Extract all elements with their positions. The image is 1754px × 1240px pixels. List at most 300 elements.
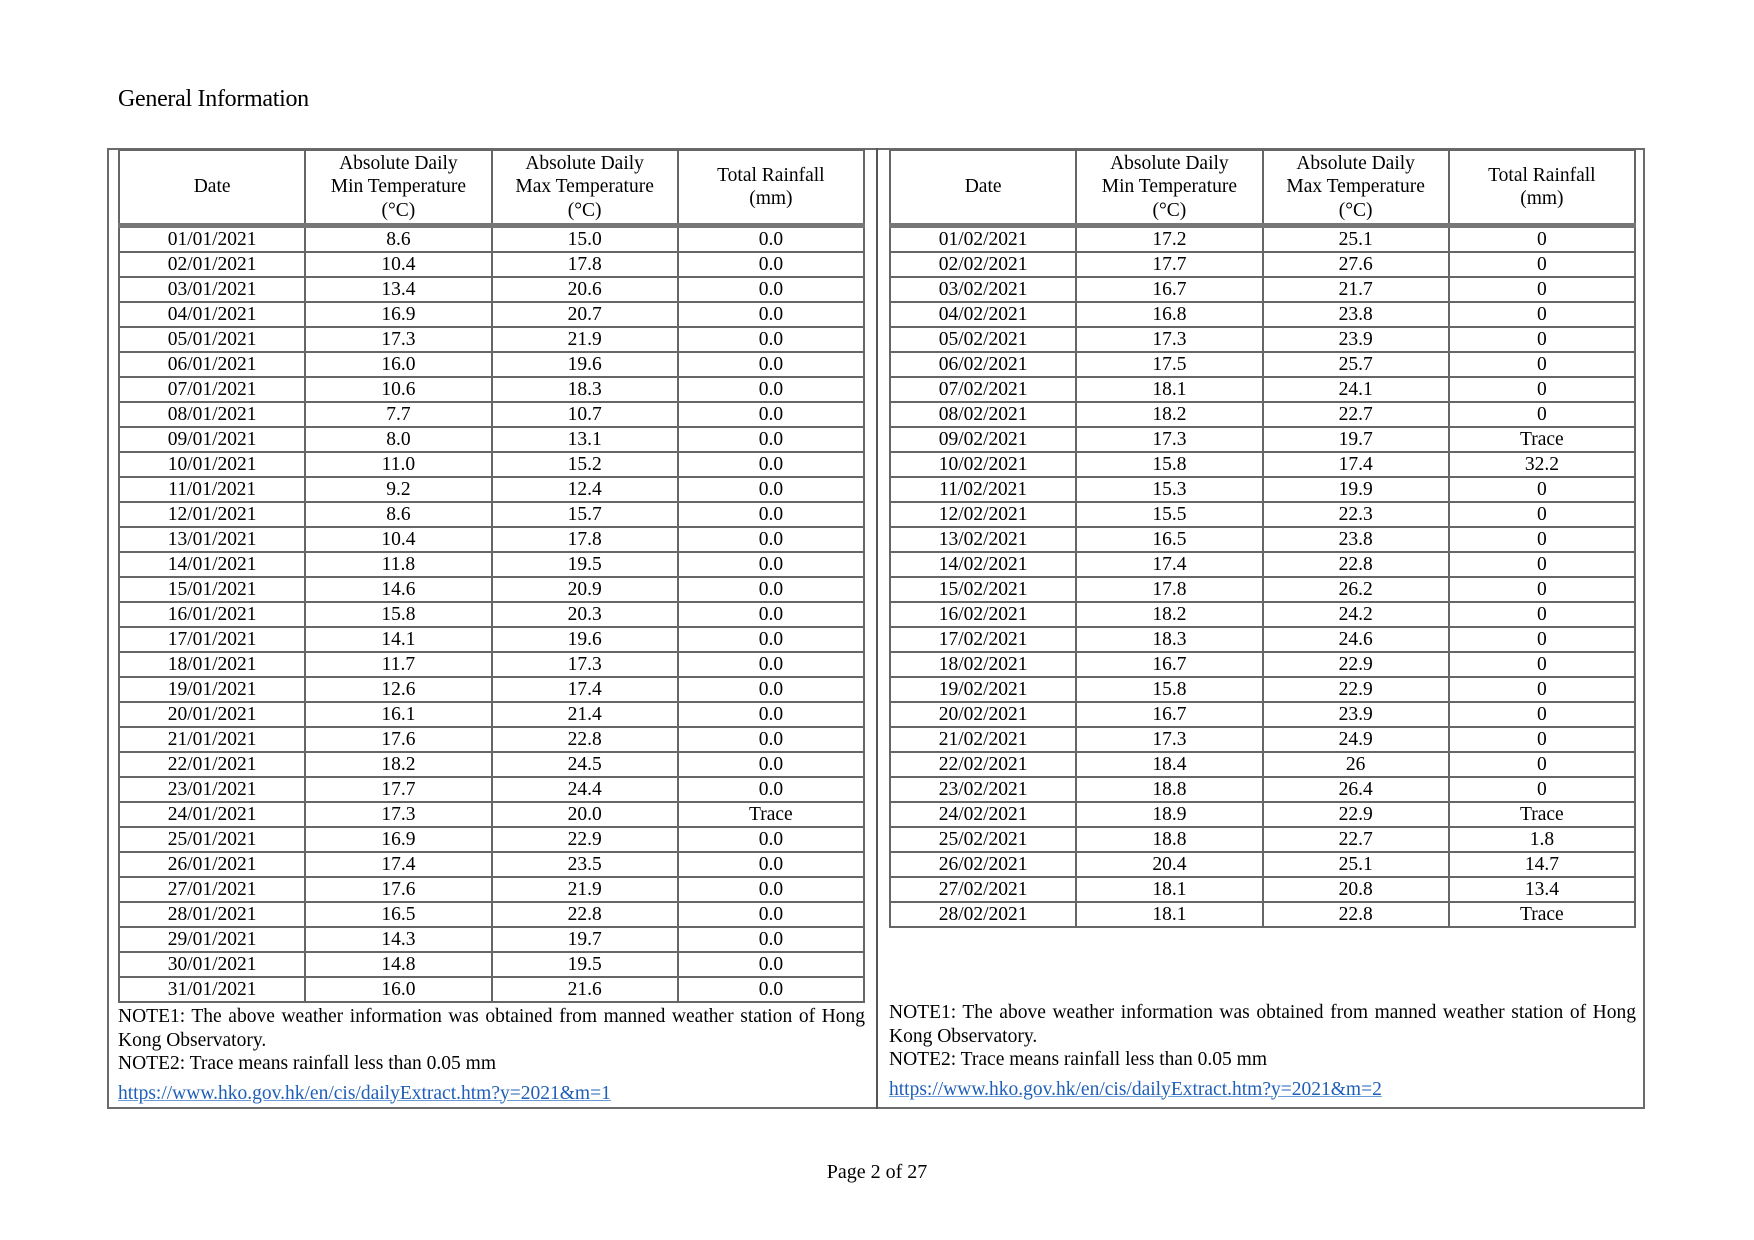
cell-min-temp: 18.1: [1076, 877, 1262, 902]
cell-rainfall: 13.4: [1449, 877, 1635, 902]
table-row: [119, 727, 864, 752]
cell-max-temp: 20.6: [492, 277, 678, 302]
table-row: [119, 452, 864, 477]
table-row: [890, 677, 1635, 702]
cell-max-temp: 19.6: [492, 352, 678, 377]
cell-max-temp: 24.5: [492, 752, 678, 777]
table-row: [119, 402, 864, 427]
cell-min-temp: 17.4: [305, 852, 491, 877]
table-row: [119, 652, 864, 677]
table-row: [119, 677, 864, 702]
cell-max-temp: 26: [1263, 752, 1449, 777]
cell-min-temp: 9.2: [305, 477, 491, 502]
cell-rainfall: 0: [1449, 702, 1635, 727]
cell-date: 04/02/2021: [890, 302, 1076, 327]
cell-date: 18/01/2021: [119, 652, 305, 677]
cell-date: 14/02/2021: [890, 552, 1076, 577]
header-min-temp: Absolute Daily Min Temperature (°C): [1076, 150, 1262, 226]
header-date: Date: [890, 150, 1076, 226]
cell-min-temp: 17.6: [305, 877, 491, 902]
cell-rainfall: 1.8: [1449, 827, 1635, 852]
cell-rainfall: 0: [1449, 327, 1635, 352]
table-row: [119, 352, 864, 377]
cell-max-temp: 20.3: [492, 602, 678, 627]
table-row: [890, 477, 1635, 502]
cell-date: 28/01/2021: [119, 902, 305, 927]
table-row: [890, 552, 1635, 577]
table-row: [119, 777, 864, 802]
cell-date: 11/01/2021: [119, 477, 305, 502]
february-weather-table: [889, 149, 1636, 928]
cell-rainfall: 0: [1449, 226, 1635, 253]
cell-max-temp: 22.9: [1263, 677, 1449, 702]
cell-min-temp: 17.3: [1076, 427, 1262, 452]
cell-date: 11/02/2021: [890, 477, 1076, 502]
cell-max-temp: 20.8: [1263, 877, 1449, 902]
cell-date: 09/02/2021: [890, 427, 1076, 452]
cell-min-temp: 18.8: [1076, 827, 1262, 852]
cell-min-temp: 15.8: [1076, 677, 1262, 702]
cell-date: 12/02/2021: [890, 502, 1076, 527]
cell-rainfall: 0: [1449, 302, 1635, 327]
cell-max-temp: 26.4: [1263, 777, 1449, 802]
cell-min-temp: 16.7: [1076, 277, 1262, 302]
cell-max-temp: 13.1: [492, 427, 678, 452]
cell-rainfall: 0: [1449, 777, 1635, 802]
cell-max-temp: 24.6: [1263, 627, 1449, 652]
cell-date: 21/01/2021: [119, 727, 305, 752]
cell-rainfall: 0.0: [678, 702, 864, 727]
header-rainfall: Total Rainfall (mm): [1449, 150, 1635, 226]
table-row: [119, 802, 864, 827]
cell-min-temp: 8.6: [305, 226, 491, 253]
cell-date: 26/02/2021: [890, 852, 1076, 877]
table-row: [119, 327, 864, 352]
february-rows: [890, 226, 1635, 928]
cell-min-temp: 14.3: [305, 927, 491, 952]
cell-min-temp: 17.3: [1076, 327, 1262, 352]
cell-date: 16/01/2021: [119, 602, 305, 627]
cell-date: 31/01/2021: [119, 977, 305, 1002]
cell-min-temp: 17.3: [305, 327, 491, 352]
note2: NOTE2: Trace means rainfall less than 0.05 mm: [889, 1049, 1268, 1070]
cell-date: 19/02/2021: [890, 677, 1076, 702]
cell-rainfall: Trace: [678, 802, 864, 827]
cell-rainfall: 0.0: [678, 477, 864, 502]
table-row: [890, 602, 1635, 627]
table-row: [119, 702, 864, 727]
cell-date: 08/02/2021: [890, 402, 1076, 427]
cell-rainfall: 0.0: [678, 452, 864, 477]
cell-date: 15/01/2021: [119, 577, 305, 602]
cell-max-temp: 15.0: [492, 226, 678, 253]
cell-min-temp: 16.7: [1076, 702, 1262, 727]
table-row: [890, 277, 1635, 302]
cell-date: 01/02/2021: [890, 226, 1076, 253]
table-row: [890, 902, 1635, 927]
cell-min-temp: 11.7: [305, 652, 491, 677]
table-row: [119, 252, 864, 277]
january-notes: [118, 1005, 865, 1105]
cell-max-temp: 22.3: [1263, 502, 1449, 527]
table-row: [890, 377, 1635, 402]
cell-max-temp: 19.6: [492, 627, 678, 652]
cell-max-temp: 20.0: [492, 802, 678, 827]
cell-min-temp: 13.4: [305, 277, 491, 302]
cell-min-temp: 14.1: [305, 627, 491, 652]
cell-date: 28/02/2021: [890, 902, 1076, 927]
cell-date: 24/01/2021: [119, 802, 305, 827]
cell-min-temp: 16.8: [1076, 302, 1262, 327]
january-panel: [118, 149, 865, 1105]
cell-max-temp: 19.5: [492, 952, 678, 977]
cell-max-temp: 21.4: [492, 702, 678, 727]
table-row: [119, 302, 864, 327]
cell-rainfall: 0.0: [678, 752, 864, 777]
cell-date: 07/01/2021: [119, 377, 305, 402]
cell-min-temp: 17.4: [1076, 552, 1262, 577]
cell-date: 19/01/2021: [119, 677, 305, 702]
cell-max-temp: 21.9: [492, 877, 678, 902]
table-row: [890, 252, 1635, 277]
table-row: [890, 352, 1635, 377]
cell-min-temp: 16.5: [305, 902, 491, 927]
cell-rainfall: 0.0: [678, 277, 864, 302]
table-row: [119, 827, 864, 852]
cell-rainfall: 0: [1449, 627, 1635, 652]
cell-max-temp: 19.9: [1263, 477, 1449, 502]
cell-rainfall: 0: [1449, 677, 1635, 702]
cell-min-temp: 8.6: [305, 502, 491, 527]
cell-rainfall: 14.7: [1449, 852, 1635, 877]
cell-rainfall: 0.0: [678, 902, 864, 927]
table-row: [119, 852, 864, 877]
note2: NOTE2: Trace means rainfall less than 0.05 mm: [118, 1053, 497, 1074]
table-row: [119, 977, 864, 1002]
cell-max-temp: 12.4: [492, 477, 678, 502]
cell-date: 17/01/2021: [119, 627, 305, 652]
cell-date: 30/01/2021: [119, 952, 305, 977]
cell-rainfall: 0.0: [678, 652, 864, 677]
cell-max-temp: 20.7: [492, 302, 678, 327]
cell-max-temp: 22.8: [492, 727, 678, 752]
cell-min-temp: 18.9: [1076, 802, 1262, 827]
cell-max-temp: 19.7: [1263, 427, 1449, 452]
cell-max-temp: 22.9: [1263, 652, 1449, 677]
cell-rainfall: 0.0: [678, 252, 864, 277]
cell-rainfall: 0: [1449, 527, 1635, 552]
cell-rainfall: 0: [1449, 577, 1635, 602]
cell-max-temp: 22.9: [1263, 802, 1449, 827]
cell-min-temp: 20.4: [1076, 852, 1262, 877]
table-header-row: [890, 150, 1635, 226]
cell-date: 10/01/2021: [119, 452, 305, 477]
cell-rainfall: 0: [1449, 477, 1635, 502]
cell-min-temp: 16.9: [305, 302, 491, 327]
cell-rainfall: 0.0: [678, 552, 864, 577]
table-row: [890, 802, 1635, 827]
cell-date: 01/01/2021: [119, 226, 305, 253]
cell-date: 16/02/2021: [890, 602, 1076, 627]
cell-min-temp: 17.6: [305, 727, 491, 752]
cell-max-temp: 10.7: [492, 402, 678, 427]
cell-rainfall: 0.0: [678, 852, 864, 877]
cell-max-temp: 22.7: [1263, 827, 1449, 852]
table-row: [890, 502, 1635, 527]
table-row: [119, 877, 864, 902]
table-row: [119, 427, 864, 452]
table-row: [890, 302, 1635, 327]
cell-rainfall: 0.0: [678, 977, 864, 1002]
cell-min-temp: 10.4: [305, 527, 491, 552]
cell-min-temp: 17.7: [1076, 252, 1262, 277]
cell-rainfall: 0.0: [678, 952, 864, 977]
cell-rainfall: 0: [1449, 352, 1635, 377]
cell-max-temp: 22.8: [492, 902, 678, 927]
cell-min-temp: 17.2: [1076, 226, 1262, 253]
table-row: [119, 902, 864, 927]
cell-rainfall: 0: [1449, 752, 1635, 777]
table-row: [890, 727, 1635, 752]
cell-date: 15/02/2021: [890, 577, 1076, 602]
cell-rainfall: 0: [1449, 602, 1635, 627]
cell-rainfall: 0.0: [678, 527, 864, 552]
hko-link-january[interactable]: https://www.hko.gov.hk/en/cis/dailyExtract.htm?y=2021&m=1: [118, 1082, 611, 1104]
cell-rainfall: 0.0: [678, 302, 864, 327]
table-row: [119, 527, 864, 552]
cell-min-temp: 17.3: [1076, 727, 1262, 752]
cell-rainfall: Trace: [1449, 427, 1635, 452]
cell-date: 25/01/2021: [119, 827, 305, 852]
cell-date: 17/02/2021: [890, 627, 1076, 652]
header-date: Date: [119, 150, 305, 226]
cell-date: 02/01/2021: [119, 252, 305, 277]
cell-min-temp: 16.1: [305, 702, 491, 727]
page-title: General Information: [118, 86, 309, 112]
cell-rainfall: 0.0: [678, 352, 864, 377]
cell-date: 18/02/2021: [890, 652, 1076, 677]
cell-date: 07/02/2021: [890, 377, 1076, 402]
table-row: [119, 952, 864, 977]
cell-rainfall: 0.0: [678, 226, 864, 253]
table-row: [890, 877, 1635, 902]
table-row: [890, 777, 1635, 802]
cell-min-temp: 17.3: [305, 802, 491, 827]
table-row: [890, 627, 1635, 652]
cell-max-temp: 21.9: [492, 327, 678, 352]
header-min-temp: Absolute Daily Min Temperature (°C): [305, 150, 491, 226]
cell-rainfall: 0.0: [678, 727, 864, 752]
table-row: [890, 702, 1635, 727]
cell-date: 20/02/2021: [890, 702, 1076, 727]
cell-rainfall: 0.0: [678, 777, 864, 802]
cell-date: 06/02/2021: [890, 352, 1076, 377]
table-row: [890, 577, 1635, 602]
cell-min-temp: 15.5: [1076, 502, 1262, 527]
cell-min-temp: 18.1: [1076, 902, 1262, 927]
table-row: [119, 752, 864, 777]
cell-max-temp: 17.4: [1263, 452, 1449, 477]
cell-min-temp: 10.4: [305, 252, 491, 277]
table-row: [119, 226, 864, 253]
cell-min-temp: 18.2: [1076, 402, 1262, 427]
cell-max-temp: 24.2: [1263, 602, 1449, 627]
cell-min-temp: 16.9: [305, 827, 491, 852]
cell-rainfall: 0: [1449, 252, 1635, 277]
header-rainfall: Total Rainfall (mm): [678, 150, 864, 226]
table-row: [890, 752, 1635, 777]
table-row: [890, 327, 1635, 352]
cell-date: 14/01/2021: [119, 552, 305, 577]
cell-date: 13/01/2021: [119, 527, 305, 552]
cell-max-temp: 23.9: [1263, 702, 1449, 727]
cell-max-temp: 22.8: [1263, 552, 1449, 577]
cell-date: 02/02/2021: [890, 252, 1076, 277]
cell-max-temp: 21.6: [492, 977, 678, 1002]
table-row: [890, 652, 1635, 677]
cell-date: 10/02/2021: [890, 452, 1076, 477]
cell-date: 04/01/2021: [119, 302, 305, 327]
cell-min-temp: 16.7: [1076, 652, 1262, 677]
cell-date: 23/01/2021: [119, 777, 305, 802]
table-row: [119, 602, 864, 627]
cell-max-temp: 23.8: [1263, 302, 1449, 327]
cell-rainfall: Trace: [1449, 802, 1635, 827]
table-header-row: [119, 150, 864, 226]
table-row: [119, 277, 864, 302]
cell-max-temp: 23.8: [1263, 527, 1449, 552]
note1: NOTE1: The above weather information was obtained from manned weather station of Hong Kong Observatory.: [118, 1006, 865, 1051]
february-panel: [889, 149, 1636, 1101]
table-row: [119, 502, 864, 527]
cell-min-temp: 7.7: [305, 402, 491, 427]
cell-max-temp: 15.7: [492, 502, 678, 527]
cell-rainfall: 0: [1449, 402, 1635, 427]
cell-max-temp: 22.9: [492, 827, 678, 852]
cell-min-temp: 14.6: [305, 577, 491, 602]
cell-min-temp: 10.6: [305, 377, 491, 402]
cell-rainfall: 0: [1449, 377, 1635, 402]
table-row: [890, 852, 1635, 877]
cell-date: 05/02/2021: [890, 327, 1076, 352]
cell-min-temp: 18.2: [1076, 602, 1262, 627]
cell-rainfall: 0: [1449, 652, 1635, 677]
cell-min-temp: 18.8: [1076, 777, 1262, 802]
cell-date: 22/02/2021: [890, 752, 1076, 777]
cell-date: 13/02/2021: [890, 527, 1076, 552]
cell-max-temp: 18.3: [492, 377, 678, 402]
cell-min-temp: 18.3: [1076, 627, 1262, 652]
cell-date: 08/01/2021: [119, 402, 305, 427]
cell-min-temp: 15.8: [1076, 452, 1262, 477]
cell-rainfall: 0.0: [678, 377, 864, 402]
cell-max-temp: 24.9: [1263, 727, 1449, 752]
cell-date: 03/02/2021: [890, 277, 1076, 302]
cell-max-temp: 26.2: [1263, 577, 1449, 602]
cell-max-temp: 25.1: [1263, 226, 1449, 253]
cell-max-temp: 19.5: [492, 552, 678, 577]
note1: NOTE1: The above weather information was obtained from manned weather station of Hong Kong Observatory.: [889, 1002, 1636, 1047]
cell-rainfall: 0.0: [678, 602, 864, 627]
cell-max-temp: 27.6: [1263, 252, 1449, 277]
cell-max-temp: 23.5: [492, 852, 678, 877]
cell-max-temp: 24.1: [1263, 377, 1449, 402]
cell-max-temp: 17.4: [492, 677, 678, 702]
cell-date: 22/01/2021: [119, 752, 305, 777]
cell-date: 12/01/2021: [119, 502, 305, 527]
cell-rainfall: 0.0: [678, 877, 864, 902]
table-row: [890, 452, 1635, 477]
cell-date: 27/01/2021: [119, 877, 305, 902]
cell-max-temp: 15.2: [492, 452, 678, 477]
table-row: [119, 552, 864, 577]
cell-max-temp: 21.7: [1263, 277, 1449, 302]
cell-min-temp: 15.3: [1076, 477, 1262, 502]
cell-date: 05/01/2021: [119, 327, 305, 352]
january-rows: [119, 226, 864, 1003]
cell-rainfall: 0: [1449, 277, 1635, 302]
cell-date: 21/02/2021: [890, 727, 1076, 752]
cell-rainfall: 0.0: [678, 627, 864, 652]
table-row: [119, 627, 864, 652]
cell-rainfall: 0: [1449, 552, 1635, 577]
cell-min-temp: 18.1: [1076, 377, 1262, 402]
cell-rainfall: Trace: [1449, 902, 1635, 927]
cell-date: 24/02/2021: [890, 802, 1076, 827]
cell-rainfall: 0.0: [678, 827, 864, 852]
cell-rainfall: 0.0: [678, 677, 864, 702]
cell-date: 03/01/2021: [119, 277, 305, 302]
cell-rainfall: 0.0: [678, 577, 864, 602]
cell-min-temp: 8.0: [305, 427, 491, 452]
cell-max-temp: 17.8: [492, 527, 678, 552]
header-max-temp: Absolute Daily Max Temperature (°C): [492, 150, 678, 226]
cell-max-temp: 23.9: [1263, 327, 1449, 352]
hko-link-february[interactable]: https://www.hko.gov.hk/en/cis/dailyExtract.htm?y=2021&m=2: [889, 1078, 1382, 1100]
cell-date: 29/01/2021: [119, 927, 305, 952]
cell-rainfall: 0: [1449, 727, 1635, 752]
table-row: [890, 402, 1635, 427]
cell-rainfall: 0.0: [678, 402, 864, 427]
cell-min-temp: 18.4: [1076, 752, 1262, 777]
cell-date: 06/01/2021: [119, 352, 305, 377]
cell-min-temp: 17.8: [1076, 577, 1262, 602]
cell-min-temp: 16.5: [1076, 527, 1262, 552]
cell-max-temp: 25.1: [1263, 852, 1449, 877]
cell-max-temp: 17.3: [492, 652, 678, 677]
cell-min-temp: 15.8: [305, 602, 491, 627]
cell-date: 25/02/2021: [890, 827, 1076, 852]
cell-min-temp: 16.0: [305, 352, 491, 377]
cell-rainfall: 32.2: [1449, 452, 1635, 477]
table-row: [119, 577, 864, 602]
frame-divider: [876, 148, 878, 1109]
cell-min-temp: 17.5: [1076, 352, 1262, 377]
cell-max-temp: 22.8: [1263, 902, 1449, 927]
cell-date: 23/02/2021: [890, 777, 1076, 802]
cell-min-temp: 11.8: [305, 552, 491, 577]
cell-max-temp: 24.4: [492, 777, 678, 802]
cell-min-temp: 17.7: [305, 777, 491, 802]
cell-min-temp: 18.2: [305, 752, 491, 777]
january-weather-table: [118, 149, 865, 1003]
page-number: Page 2 of 27: [826, 1161, 928, 1183]
cell-min-temp: 12.6: [305, 677, 491, 702]
table-row: [890, 427, 1635, 452]
table-row: [890, 527, 1635, 552]
cell-max-temp: 17.8: [492, 252, 678, 277]
cell-min-temp: 14.8: [305, 952, 491, 977]
